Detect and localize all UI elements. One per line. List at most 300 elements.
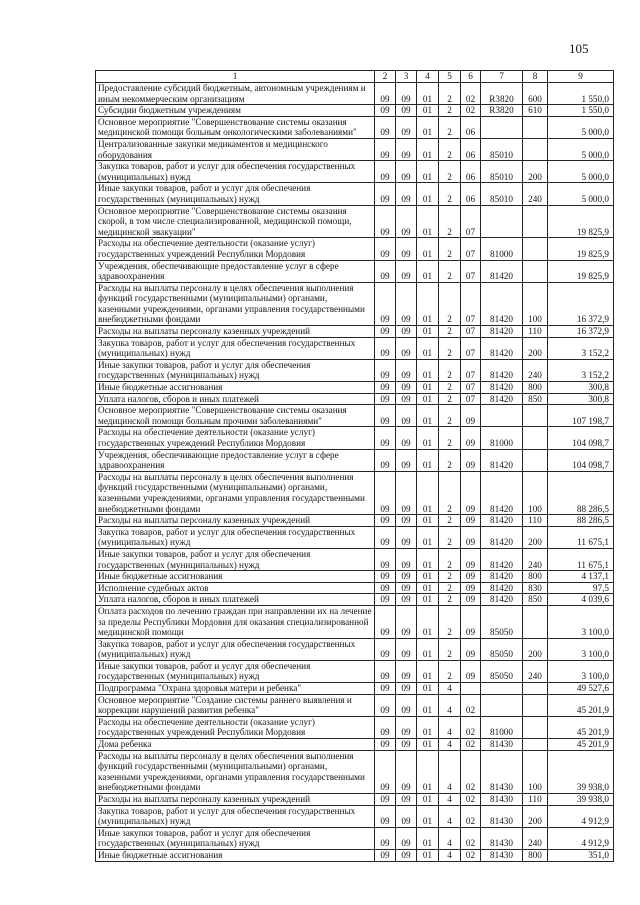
item-name: Основное мероприятие "Совершенствование системы оказания скорой, в том числе специализированной, медицинской помощи, медицинской эвакуации" [96, 205, 375, 238]
code-col-3: 09 [396, 794, 417, 806]
column-header: 5 [439, 71, 461, 83]
code-col-8: 100 [523, 282, 548, 325]
item-name: Расходы на обеспечение деятельности (оказание услуг) государственных учреждений Республики Мордовия [96, 716, 375, 738]
table-row [96, 282, 614, 325]
table-row [96, 582, 614, 594]
column-header: 1 [96, 71, 375, 83]
code-col-3: 09 [396, 449, 417, 471]
code-col-2: 09 [375, 638, 396, 660]
code-col-5: 2 [439, 282, 461, 325]
code-col-5: 2 [439, 548, 461, 570]
code-col-3: 09 [396, 638, 417, 660]
code-col-2: 09 [375, 660, 396, 682]
code-col-4: 01 [417, 382, 439, 394]
code-col-4: 01 [417, 571, 439, 583]
code-col-4: 01 [417, 337, 439, 359]
code-col-2: 09 [375, 694, 396, 716]
code-col-8 [523, 716, 548, 738]
code-col-8: 200 [523, 805, 548, 827]
amount: 3 152,2 [548, 359, 614, 381]
amount: 1 550,0 [548, 105, 614, 117]
code-col-5: 2 [439, 449, 461, 471]
table-row [96, 849, 614, 861]
item-name: Исполнение судебных актов [96, 582, 375, 594]
code-col-8: 100 [523, 471, 548, 514]
code-col-6: 07 [461, 205, 481, 238]
table-row [96, 594, 614, 606]
column-header: 2 [375, 71, 396, 83]
code-col-4: 01 [417, 282, 439, 325]
code-col-2: 09 [375, 382, 396, 394]
code-col-7 [481, 205, 523, 238]
code-col-7: 81430 [481, 739, 523, 751]
code-col-7: 81420 [481, 359, 523, 381]
code-col-6: 09 [461, 515, 481, 527]
code-col-2: 09 [375, 393, 396, 405]
code-col-3: 09 [396, 750, 417, 793]
code-col-7: 81420 [481, 393, 523, 405]
code-col-2: 09 [375, 683, 396, 695]
code-col-4: 01 [417, 594, 439, 606]
code-col-6: 07 [461, 337, 481, 359]
code-col-6: 09 [461, 526, 481, 548]
code-col-8: 800 [523, 571, 548, 583]
code-col-4: 01 [417, 638, 439, 660]
code-col-2: 09 [375, 183, 396, 205]
table-row [96, 238, 614, 260]
code-col-6: 09 [461, 582, 481, 594]
code-col-2: 09 [375, 116, 396, 138]
code-col-7 [481, 405, 523, 427]
code-col-3: 09 [396, 161, 417, 183]
code-col-3: 09 [396, 83, 417, 105]
code-col-3: 09 [396, 849, 417, 861]
code-col-6: 07 [461, 393, 481, 405]
code-col-5: 2 [439, 471, 461, 514]
amount: 5 000,0 [548, 116, 614, 138]
table-row [96, 694, 614, 716]
code-col-7 [481, 116, 523, 138]
code-col-8 [523, 138, 548, 160]
amount: 19 825,9 [548, 238, 614, 260]
code-col-7: 81420 [481, 526, 523, 548]
code-col-8: 240 [523, 359, 548, 381]
code-col-4: 01 [417, 582, 439, 594]
code-col-2: 09 [375, 326, 396, 338]
amount: 39 938,0 [548, 750, 614, 793]
code-col-6: 09 [461, 660, 481, 682]
code-col-4: 01 [417, 116, 439, 138]
code-col-8: 200 [523, 526, 548, 548]
code-col-5: 4 [439, 739, 461, 751]
code-col-7: 85010 [481, 183, 523, 205]
code-col-6 [461, 683, 481, 695]
code-col-7: R3820 [481, 105, 523, 117]
code-col-5: 2 [439, 515, 461, 527]
code-col-7: R3820 [481, 83, 523, 105]
table-row [96, 337, 614, 359]
code-col-3: 09 [396, 526, 417, 548]
code-col-4: 01 [417, 805, 439, 827]
code-col-6: 06 [461, 116, 481, 138]
code-col-7: 81420 [481, 471, 523, 514]
column-header: 7 [481, 71, 523, 83]
amount: 351,0 [548, 849, 614, 861]
code-col-7: 81430 [481, 849, 523, 861]
table-row [96, 638, 614, 660]
table-row [96, 750, 614, 793]
code-col-5: 2 [439, 138, 461, 160]
code-col-6: 09 [461, 405, 481, 427]
code-col-6: 09 [461, 571, 481, 583]
column-header: 6 [461, 71, 481, 83]
amount: 11 675,1 [548, 548, 614, 570]
code-col-2: 09 [375, 605, 396, 638]
code-col-5: 2 [439, 205, 461, 238]
table-row [96, 716, 614, 738]
code-col-2: 09 [375, 805, 396, 827]
code-col-5: 2 [439, 260, 461, 282]
item-name: Централизованные закупки медикаментов и медицинского оборудования [96, 138, 375, 160]
code-col-7: 81420 [481, 382, 523, 394]
code-col-7: 81430 [481, 805, 523, 827]
amount: 3 100,0 [548, 660, 614, 682]
budget-table [95, 70, 614, 862]
code-col-8 [523, 694, 548, 716]
code-col-6: 09 [461, 449, 481, 471]
item-name: Иные закупки товаров, работ и услуг для обеспечения государственных (муниципальных) нужд [96, 359, 375, 381]
code-col-5: 4 [439, 683, 461, 695]
item-name: Иные бюджетные ассигнования [96, 382, 375, 394]
code-col-4: 01 [417, 716, 439, 738]
code-col-2: 09 [375, 105, 396, 117]
code-col-8: 200 [523, 337, 548, 359]
code-col-6: 09 [461, 638, 481, 660]
code-col-7 [481, 694, 523, 716]
code-col-4: 01 [417, 138, 439, 160]
item-name: Основное мероприятие "Совершенствование системы оказания медицинской помощи больным онкологическими заболеваниями" [96, 116, 375, 138]
table-row [96, 660, 614, 682]
code-col-6: 09 [461, 471, 481, 514]
code-col-4: 01 [417, 526, 439, 548]
code-col-6: 09 [461, 427, 481, 449]
item-name: Основное мероприятие "Совершенствование системы оказания медицинской помощи больным прочими заболеваниями" [96, 405, 375, 427]
code-col-5: 2 [439, 660, 461, 682]
code-col-2: 09 [375, 427, 396, 449]
item-name: Закупка товаров, работ и услуг для обеспечения государственных (муниципальных) нужд [96, 337, 375, 359]
code-col-5: 2 [439, 571, 461, 583]
code-col-4: 01 [417, 605, 439, 638]
code-col-3: 09 [396, 382, 417, 394]
code-col-2: 09 [375, 526, 396, 548]
amount: 45 201,9 [548, 694, 614, 716]
code-col-3: 09 [396, 582, 417, 594]
code-col-3: 09 [396, 739, 417, 751]
amount: 5 000,0 [548, 138, 614, 160]
code-col-7 [481, 683, 523, 695]
code-col-6: 07 [461, 282, 481, 325]
table-row [96, 183, 614, 205]
code-col-2: 09 [375, 138, 396, 160]
table-row [96, 161, 614, 183]
code-col-6: 02 [461, 694, 481, 716]
code-col-4: 01 [417, 827, 439, 849]
code-col-6: 02 [461, 794, 481, 806]
item-name: Иные закупки товаров, работ и услуг для обеспечения государственных (муниципальных) нужд [96, 183, 375, 205]
code-col-6: 09 [461, 548, 481, 570]
code-col-8: 610 [523, 105, 548, 117]
amount: 300,8 [548, 393, 614, 405]
code-col-2: 09 [375, 449, 396, 471]
code-col-8: 240 [523, 548, 548, 570]
code-col-4: 01 [417, 515, 439, 527]
code-col-7: 85050 [481, 660, 523, 682]
code-col-4: 01 [417, 427, 439, 449]
code-col-6: 02 [461, 827, 481, 849]
code-col-5: 2 [439, 183, 461, 205]
code-col-2: 09 [375, 161, 396, 183]
code-col-6: 07 [461, 260, 481, 282]
code-col-3: 09 [396, 660, 417, 682]
table-row [96, 526, 614, 548]
amount: 39 938,0 [548, 794, 614, 806]
code-col-8 [523, 260, 548, 282]
code-col-8: 240 [523, 183, 548, 205]
table-row [96, 605, 614, 638]
code-col-7: 81000 [481, 238, 523, 260]
code-col-5: 4 [439, 716, 461, 738]
code-col-2: 09 [375, 359, 396, 381]
item-name: Уплата налогов, сборов и иных платежей [96, 594, 375, 606]
item-name: Иные закупки товаров, работ и услуг для обеспечения государственных (муниципальных) нужд [96, 548, 375, 570]
amount: 3 100,0 [548, 605, 614, 638]
code-col-6: 02 [461, 105, 481, 117]
code-col-2: 09 [375, 548, 396, 570]
item-name: Иные закупки товаров, работ и услуг для обеспечения государственных (муниципальных) нужд [96, 827, 375, 849]
code-col-2: 09 [375, 849, 396, 861]
code-col-8 [523, 739, 548, 751]
amount: 4 137,1 [548, 571, 614, 583]
code-col-4: 01 [417, 105, 439, 117]
code-col-8 [523, 683, 548, 695]
code-col-3: 09 [396, 282, 417, 325]
code-col-3: 09 [396, 105, 417, 117]
code-col-3: 09 [396, 326, 417, 338]
code-col-8 [523, 405, 548, 427]
table-row [96, 105, 614, 117]
code-col-7: 81420 [481, 449, 523, 471]
code-col-7: 81420 [481, 282, 523, 325]
code-col-3: 09 [396, 805, 417, 827]
table-row [96, 449, 614, 471]
amount: 16 372,9 [548, 326, 614, 338]
table-row [96, 260, 614, 282]
code-col-8: 850 [523, 594, 548, 606]
item-name: Подпрограмма "Охрана здоровья матери и ребенка" [96, 683, 375, 695]
item-name: Расходы на обеспечение деятельности (оказание услуг) государственных учреждений Республики Мордовия [96, 238, 375, 260]
item-name: Дома ребенка [96, 739, 375, 751]
code-col-8: 100 [523, 750, 548, 793]
code-col-4: 01 [417, 393, 439, 405]
code-col-2: 09 [375, 750, 396, 793]
code-col-8 [523, 116, 548, 138]
code-col-5: 2 [439, 359, 461, 381]
code-col-2: 09 [375, 83, 396, 105]
code-col-3: 09 [396, 548, 417, 570]
code-col-7: 81420 [481, 548, 523, 570]
code-col-3: 09 [396, 827, 417, 849]
code-col-7: 81000 [481, 716, 523, 738]
code-col-6: 06 [461, 161, 481, 183]
code-col-6: 09 [461, 605, 481, 638]
column-header: 9 [548, 71, 614, 83]
item-name: Иные закупки товаров, работ и услуг для обеспечения государственных (муниципальных) нужд [96, 660, 375, 682]
code-col-6: 02 [461, 805, 481, 827]
item-name: Закупка товаров, работ и услуг для обеспечения государственных (муниципальных) нужд [96, 526, 375, 548]
code-col-2: 09 [375, 238, 396, 260]
code-col-5: 4 [439, 827, 461, 849]
code-col-7: 81420 [481, 515, 523, 527]
code-col-8: 830 [523, 582, 548, 594]
amount: 104 098,7 [548, 427, 614, 449]
code-col-6: 09 [461, 594, 481, 606]
item-name: Закупка товаров, работ и услуг для обеспечения государственных (муниципальных) нужд [96, 638, 375, 660]
code-col-3: 09 [396, 515, 417, 527]
code-col-4: 01 [417, 739, 439, 751]
column-header: 3 [396, 71, 417, 83]
code-col-7: 81430 [481, 750, 523, 793]
table-row [96, 138, 614, 160]
table-row [96, 359, 614, 381]
code-col-5: 2 [439, 526, 461, 548]
amount: 4 039,6 [548, 594, 614, 606]
code-col-6: 07 [461, 382, 481, 394]
code-col-3: 09 [396, 683, 417, 695]
code-col-5: 2 [439, 638, 461, 660]
item-name: Расходы на выплаты персоналу в целях обеспечения выполнения функций государственными (муниципальными) органами, казенными учреждениями, органами управления государственными внебюджетными фондами [96, 750, 375, 793]
code-col-5: 2 [439, 116, 461, 138]
code-col-7: 85010 [481, 161, 523, 183]
code-col-2: 09 [375, 282, 396, 325]
code-col-7: 85050 [481, 638, 523, 660]
item-name: Иные бюджетные ассигнования [96, 849, 375, 861]
code-col-2: 09 [375, 739, 396, 751]
code-col-8 [523, 205, 548, 238]
code-col-2: 09 [375, 594, 396, 606]
item-name: Закупка товаров, работ и услуг для обеспечения государственных (муниципальных) нужд [96, 161, 375, 183]
code-col-4: 01 [417, 750, 439, 793]
code-col-3: 09 [396, 138, 417, 160]
amount: 104 098,7 [548, 449, 614, 471]
item-name: Закупка товаров, работ и услуг для обеспечения государственных (муниципальных) нужд [96, 805, 375, 827]
table-row [96, 393, 614, 405]
code-col-7: 85050 [481, 605, 523, 638]
code-col-6: 06 [461, 183, 481, 205]
code-col-3: 09 [396, 116, 417, 138]
code-col-2: 09 [375, 337, 396, 359]
amount: 88 286,5 [548, 471, 614, 514]
code-col-4: 01 [417, 849, 439, 861]
code-col-7: 81420 [481, 260, 523, 282]
code-col-8: 200 [523, 638, 548, 660]
code-col-3: 09 [396, 260, 417, 282]
code-col-6: 02 [461, 849, 481, 861]
code-col-8 [523, 605, 548, 638]
code-col-2: 09 [375, 582, 396, 594]
code-col-2: 09 [375, 205, 396, 238]
code-col-5: 2 [439, 405, 461, 427]
table-row [96, 471, 614, 514]
table-row [96, 326, 614, 338]
amount: 5 000,0 [548, 161, 614, 183]
amount: 3 152,2 [548, 337, 614, 359]
code-col-7: 81420 [481, 326, 523, 338]
code-col-4: 01 [417, 205, 439, 238]
code-col-5: 2 [439, 105, 461, 117]
code-col-2: 09 [375, 571, 396, 583]
code-col-3: 09 [396, 205, 417, 238]
code-col-8: 600 [523, 83, 548, 105]
item-name: Учреждения, обеспечивающие предоставление услуг в сфере здравоохранения [96, 260, 375, 282]
code-col-8: 110 [523, 515, 548, 527]
item-name: Расходы на выплаты персоналу казенных учреждений [96, 794, 375, 806]
code-col-5: 2 [439, 337, 461, 359]
code-col-7: 85010 [481, 138, 523, 160]
amount: 4 912,9 [548, 805, 614, 827]
item-name: Расходы на выплаты персоналу казенных учреждений [96, 515, 375, 527]
amount: 45 201,9 [548, 716, 614, 738]
code-col-8: 200 [523, 161, 548, 183]
code-col-4: 01 [417, 359, 439, 381]
code-col-5: 4 [439, 750, 461, 793]
table-row [96, 515, 614, 527]
code-col-6: 02 [461, 83, 481, 105]
code-col-3: 09 [396, 694, 417, 716]
amount: 5 000,0 [548, 183, 614, 205]
code-col-5: 2 [439, 427, 461, 449]
amount: 3 100,0 [548, 638, 614, 660]
code-col-2: 09 [375, 794, 396, 806]
code-col-4: 01 [417, 238, 439, 260]
table-row [96, 83, 614, 105]
item-name: Расходы на выплаты персоналу казенных учреждений [96, 326, 375, 338]
code-col-4: 01 [417, 405, 439, 427]
code-col-4: 01 [417, 449, 439, 471]
code-col-6: 02 [461, 739, 481, 751]
code-col-7: 81430 [481, 794, 523, 806]
table-row [96, 548, 614, 570]
code-col-5: 2 [439, 161, 461, 183]
code-col-8: 110 [523, 326, 548, 338]
code-col-5: 2 [439, 83, 461, 105]
code-col-2: 09 [375, 405, 396, 427]
item-name: Расходы на выплаты персоналу в целях обеспечения выполнения функций государственными (муниципальными) органами, казенными учреждениями, органами управления государственными внебюджетными фондами [96, 471, 375, 514]
code-col-4: 01 [417, 183, 439, 205]
code-col-6: 07 [461, 238, 481, 260]
item-name: Уплата налогов, сборов и иных платежей [96, 393, 375, 405]
code-col-3: 09 [396, 471, 417, 514]
column-header: 4 [417, 71, 439, 83]
code-col-3: 09 [396, 594, 417, 606]
code-col-7: 81420 [481, 337, 523, 359]
code-col-4: 01 [417, 161, 439, 183]
code-col-8 [523, 238, 548, 260]
code-col-5: 4 [439, 694, 461, 716]
code-col-7: 81420 [481, 582, 523, 594]
code-col-2: 09 [375, 471, 396, 514]
code-col-5: 4 [439, 794, 461, 806]
code-col-7: 81430 [481, 827, 523, 849]
